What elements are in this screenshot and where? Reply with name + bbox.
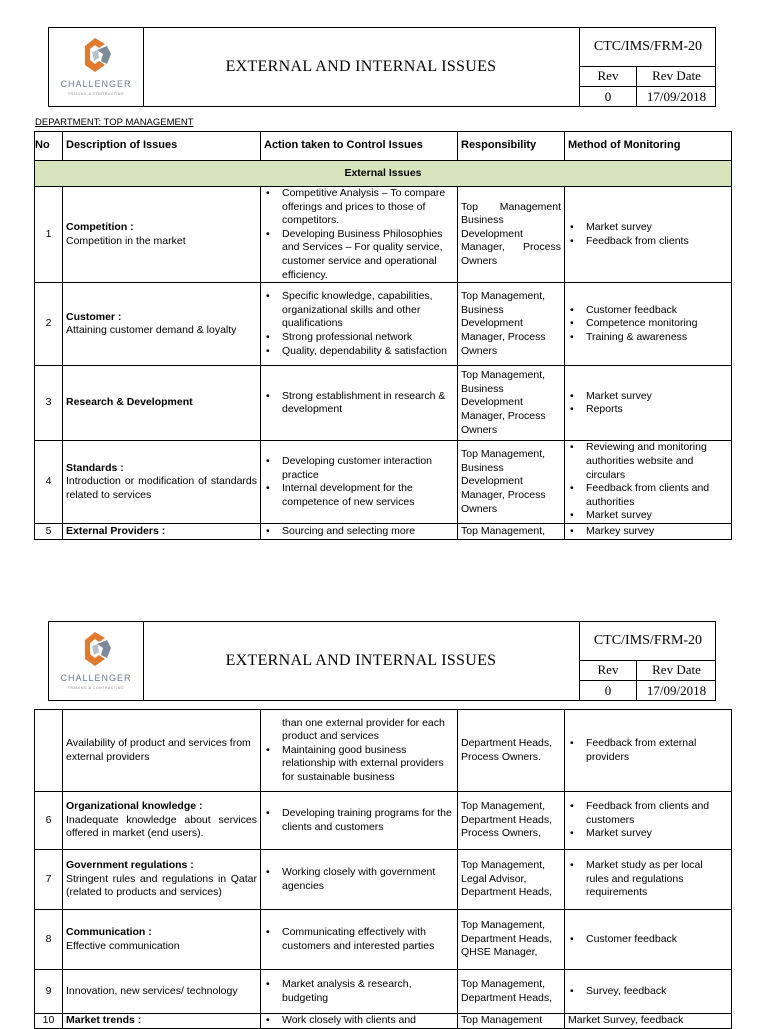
table-row [35, 1014, 732, 1029]
issue-description [63, 850, 261, 910]
action-item: • Developing customer interaction practice [282, 455, 454, 482]
table-row [35, 792, 732, 850]
challenger-logo-icon [77, 628, 115, 668]
action-item: • Quality, dependability & satisfaction [282, 345, 454, 359]
issue-text: Innovation, new services/ technology [63, 970, 261, 1014]
monitoring-cell [565, 524, 732, 540]
row-number: 10 [35, 1014, 63, 1029]
table-row [35, 187, 732, 283]
monitoring-cell [565, 283, 732, 366]
action-item: • Communicating effectively with customers and interested parties [282, 926, 454, 953]
rev-date-label: Rev Date [637, 660, 716, 681]
action-item: • Working closely with government agencies [282, 866, 454, 893]
rev-value: 0 [580, 87, 637, 106]
issue-text: Competition in the market [66, 234, 186, 247]
action-item: • Strong professional network [282, 331, 454, 345]
monitor-item: • Feedback from clients and authorities [586, 482, 728, 509]
table-row [35, 910, 732, 970]
monitor-item: • Customer feedback [586, 304, 728, 318]
monitor-item: • Feedback from clients [586, 235, 728, 249]
action-item: • Competitive Analysis – To compare offerings and prices to those of competitors. [282, 187, 454, 228]
monitor-item: • Market study as per local rules and regulations requirements [586, 859, 728, 900]
action-cell [261, 283, 458, 366]
monitor-item: • Reports [586, 403, 728, 417]
row-number: 6 [35, 792, 63, 850]
rev-date-value: 17/09/2018 [646, 88, 707, 104]
document-code: CTC/IMS/FRM-20 [580, 622, 716, 661]
monitoring-cell: Market Survey, feedback [565, 1014, 732, 1029]
issue-title: Research & Development [66, 396, 193, 409]
responsibility-cell: Top Management [458, 1014, 565, 1029]
issue-title: Customer : [66, 310, 122, 323]
monitoring-cell [565, 970, 732, 1014]
issue-title: Communication : [66, 925, 152, 938]
action-cell [261, 441, 458, 524]
responsibility-cell: Department Heads, Process Owners. [458, 710, 565, 792]
issue-title: Market trends : [63, 1014, 261, 1029]
action-cell [261, 524, 458, 540]
monitoring-cell [565, 850, 732, 910]
logo-wordmark: CHALLENGER [60, 673, 132, 683]
issue-text: Inadequate knowledge about services offered in market (end users). [66, 813, 257, 840]
issue-title: Government regulations : [66, 859, 194, 872]
section-row-external [35, 161, 732, 187]
monitor-item: • Market survey [586, 827, 728, 841]
monitoring-cell [565, 366, 732, 441]
monitor-item: • Market survey [586, 390, 728, 404]
table-header-row [35, 132, 732, 161]
action-cell [261, 850, 458, 910]
issue-title: External Providers : [63, 524, 261, 540]
action-cell [261, 910, 458, 970]
action-item: • Developing Business Philosophies and Services – For quality service, customer service and operational efficiency. [282, 228, 454, 282]
monitoring-cell [565, 792, 732, 850]
monitor-item: • Reviewing and monitoring authorities website and circulars [586, 441, 728, 482]
issue-title: Organizational knowledge : [66, 800, 203, 813]
row-number: 4 [35, 441, 63, 524]
monitor-item: • Competence monitoring [586, 317, 728, 331]
monitoring-cell [565, 710, 732, 792]
row-number: 1 [35, 187, 63, 283]
responsibility-cell: Top Management, Department Heads, QHSE Manager, [458, 910, 565, 970]
action-item: • Specific knowledge, capabilities, organizational skills and other qualifications [282, 290, 454, 331]
monitoring-cell [565, 187, 732, 283]
action-continuation: than one external provider for each product and services [282, 716, 445, 743]
logo-tagline: TRADING & CONTRACTING [67, 686, 125, 690]
monitor-item: • Customer feedback [586, 933, 728, 947]
issue-title: Competition : [66, 220, 134, 233]
document-code: CTC/IMS/FRM-20 [580, 28, 716, 67]
monitor-item: • Training & awareness [586, 331, 728, 345]
logo-cell [49, 622, 144, 700]
action-cell [261, 366, 458, 441]
issue-description [63, 187, 261, 283]
row-number [35, 710, 63, 792]
action-item: • Strong establishment in research & development [282, 390, 454, 417]
row-number: 2 [35, 283, 63, 366]
section-external-issues: External Issues [35, 161, 732, 187]
issue-text: Stringent rules and regulations in Qatar (related to products and services) [66, 872, 257, 899]
responsibility-cell: Top Management, Business Development Manager, Process Owners [458, 283, 565, 366]
monitor-item: • Survey, feedback [586, 985, 728, 999]
col-action: Action taken to Control Issues [261, 132, 458, 161]
rev-date-value: 17/09/2018 [646, 682, 707, 698]
logo-tagline: TRADING & CONTRACTING [67, 92, 125, 96]
monitor-item: • Market survey [586, 221, 728, 235]
monitoring-cell [565, 910, 732, 970]
challenger-logo-icon [77, 34, 115, 74]
responsibility-cell: Top Management, Legal Advisor, Department Heads, [458, 850, 565, 910]
action-item: • Sourcing and selecting more [282, 525, 454, 539]
monitoring-cell [565, 441, 732, 524]
action-item: • Internal development for the competence of new services [282, 482, 454, 509]
issue-text: Availability of product and services from external providers [63, 710, 261, 792]
col-responsibility: Responsibility [458, 132, 565, 161]
monitor-item: • Market survey [586, 509, 728, 523]
monitor-item: • Feedback from external providers [586, 737, 728, 764]
logo-cell [49, 28, 144, 106]
table-row [35, 850, 732, 910]
responsibility-cell: Top Management, [458, 524, 565, 540]
responsibility-cell: Top Management, Department Heads, Process Owners, [458, 792, 565, 850]
issue-description [63, 366, 261, 441]
issues-table-page1 [34, 131, 732, 540]
issue-text: Introduction or modification of standards related to services [66, 475, 257, 501]
col-description: Description of Issues [63, 132, 261, 161]
table-row [35, 366, 732, 441]
row-number: 8 [35, 910, 63, 970]
action-item: • Maintaining good business relationship with external providers for sustainable business [282, 744, 454, 785]
row-number: 3 [35, 366, 63, 441]
issue-text: Effective communication [66, 939, 180, 952]
action-item: • Market analysis & research, budgeting [282, 978, 454, 1005]
issue-description [63, 441, 261, 524]
page1-header [48, 27, 716, 107]
department-label: DEPARTMENT: TOP MANAGEMENT [35, 117, 194, 128]
row-number: 5 [35, 524, 63, 540]
table-row [35, 710, 732, 792]
action-cell [261, 792, 458, 850]
issue-title: Standards : [66, 461, 124, 474]
action-item: • Work closely with clients and [282, 1014, 454, 1028]
action-cell [261, 970, 458, 1014]
row-number: 9 [35, 970, 63, 1014]
issue-description [63, 910, 261, 970]
rev-label: Rev [580, 66, 637, 87]
table-row [35, 283, 732, 366]
page2-header [48, 621, 716, 701]
responsibility-cell: Top Management Business Development Manager, Process Owners [458, 187, 565, 283]
rev-date-label: Rev Date [637, 66, 716, 87]
monitor-item: • Markey survey [586, 525, 728, 539]
table-row [35, 524, 732, 540]
rev-label: Rev [580, 660, 637, 681]
responsibility-cell: Top Management, Business Development Manager, Process Owners [458, 441, 565, 524]
issue-text: Attaining customer demand & loyalty [66, 324, 237, 337]
row-number: 7 [35, 850, 63, 910]
issues-table-page2 [34, 709, 732, 1029]
monitor-item: • Feedback from clients and customers [586, 800, 728, 827]
action-cell [261, 710, 458, 792]
responsibility-cell: Top Management, Department Heads, [458, 970, 565, 1014]
action-cell [261, 1014, 458, 1029]
document-title: EXTERNAL AND INTERNAL ISSUES [143, 28, 580, 106]
rev-value: 0 [580, 681, 637, 700]
issue-description [63, 283, 261, 366]
action-item: • Developing training programs for the clients and customers [282, 807, 454, 834]
document-title: EXTERNAL AND INTERNAL ISSUES [143, 622, 580, 700]
responsibility-cell: Top Management, Business Development Manager, Process Owners [458, 366, 565, 441]
table-row [35, 970, 732, 1014]
col-no: No [35, 132, 63, 161]
logo-wordmark: CHALLENGER [60, 79, 132, 89]
action-cell [261, 187, 458, 283]
table-row [35, 441, 732, 524]
col-monitoring: Method of Monitoring [565, 132, 732, 161]
issue-description [63, 792, 261, 850]
